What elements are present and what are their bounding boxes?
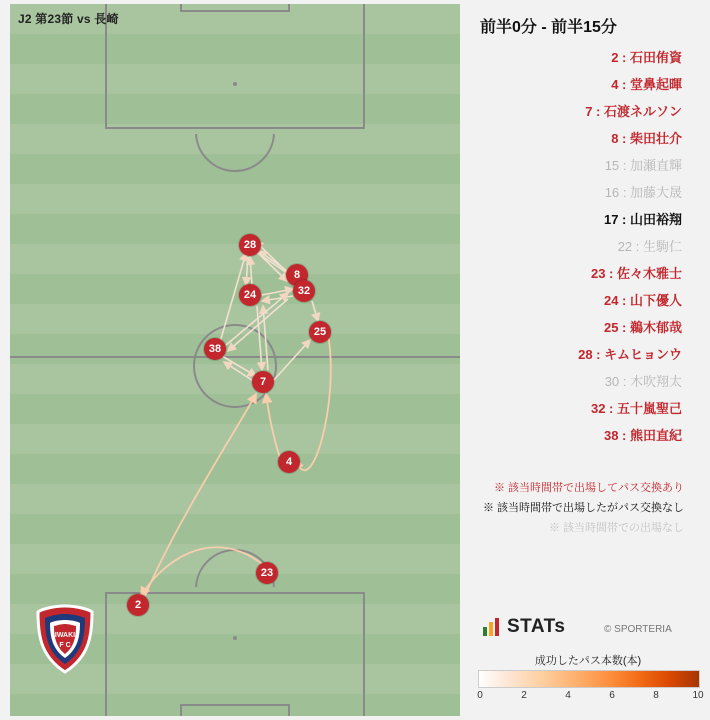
colorbar-tick: 2 (521, 690, 527, 701)
club-crest-icon (34, 604, 96, 674)
roster-list (470, 44, 700, 449)
player-token[interactable]: 23 (256, 562, 278, 584)
roster-item[interactable]: 16 : 加藤大晟 (604, 185, 682, 200)
roster-item[interactable]: 28 : キムヒョンウ (578, 347, 682, 362)
player-token[interactable]: 28 (239, 234, 261, 256)
colorbar-tick: 6 (609, 690, 615, 701)
player-token[interactable]: 38 (204, 338, 226, 360)
brand-name: STATs (507, 616, 566, 637)
svg-text:F C: F C (59, 642, 71, 649)
stats-bars-icon (483, 618, 501, 636)
copyright-text: © SPORTERIA (604, 624, 672, 635)
roster-item[interactable]: 24 : 山下優人 (603, 293, 682, 308)
roster-item[interactable]: 4 : 堂鼻起暉 (611, 77, 682, 92)
player-token[interactable]: 32 (293, 280, 315, 302)
roster-item[interactable]: 15 : 加瀬直輝 (604, 158, 682, 173)
roster-item[interactable]: 38 : 熊田直紀 (603, 428, 682, 443)
colorbar-title: 成功したパス本数(本) (534, 655, 642, 667)
roster-item[interactable]: 32 : 五十嵐聖己 (590, 401, 682, 416)
colorbar-tick: 4 (565, 690, 571, 701)
match-title: J2 第23節 vs 長崎 (18, 12, 119, 26)
roster-item[interactable]: 25 : 鵜木郁哉 (603, 320, 682, 335)
time-range-title: 前半0分 - 前半15分 (480, 19, 617, 36)
legend-item: ※ 該当時間帯での出場なし (548, 522, 684, 534)
legend-item: ※ 該当時間帯で出場してパス交換あり (493, 482, 684, 494)
roster-item[interactable]: 8 : 柴田壮介 (611, 131, 682, 146)
player-token[interactable]: 8 (286, 264, 308, 286)
colorbar-tick: 10 (692, 690, 704, 701)
pitch-diagram (10, 4, 460, 716)
legend-item: ※ 該当時間帯で出場したがパス交換なし (482, 502, 684, 514)
roster-item[interactable]: 23 : 佐々木雅士 (590, 266, 682, 281)
roster-item[interactable]: 17 : 山田裕翔 (603, 212, 682, 227)
roster-item[interactable]: 2 : 石田侑資 (611, 50, 682, 65)
info-panel (470, 0, 710, 720)
brand-logo (483, 616, 565, 638)
player-token[interactable]: 7 (252, 371, 274, 393)
legend (470, 478, 702, 538)
player-token[interactable]: 2 (127, 594, 149, 616)
player-token[interactable]: 25 (309, 321, 331, 343)
player-token[interactable]: 4 (278, 451, 300, 473)
colorbar-tick: 8 (653, 690, 659, 701)
player-token[interactable]: 24 (239, 284, 261, 306)
roster-item[interactable]: 30 : 木吹翔太 (604, 374, 682, 389)
colorbar-tick: 0 (477, 690, 483, 701)
roster-item[interactable]: 7 : 石渡ネルソン (585, 104, 682, 119)
roster-item[interactable]: 22 : 生駒仁 (617, 239, 682, 254)
svg-text:IWAKI: IWAKI (54, 632, 76, 639)
colorbar-gradient (478, 670, 700, 688)
